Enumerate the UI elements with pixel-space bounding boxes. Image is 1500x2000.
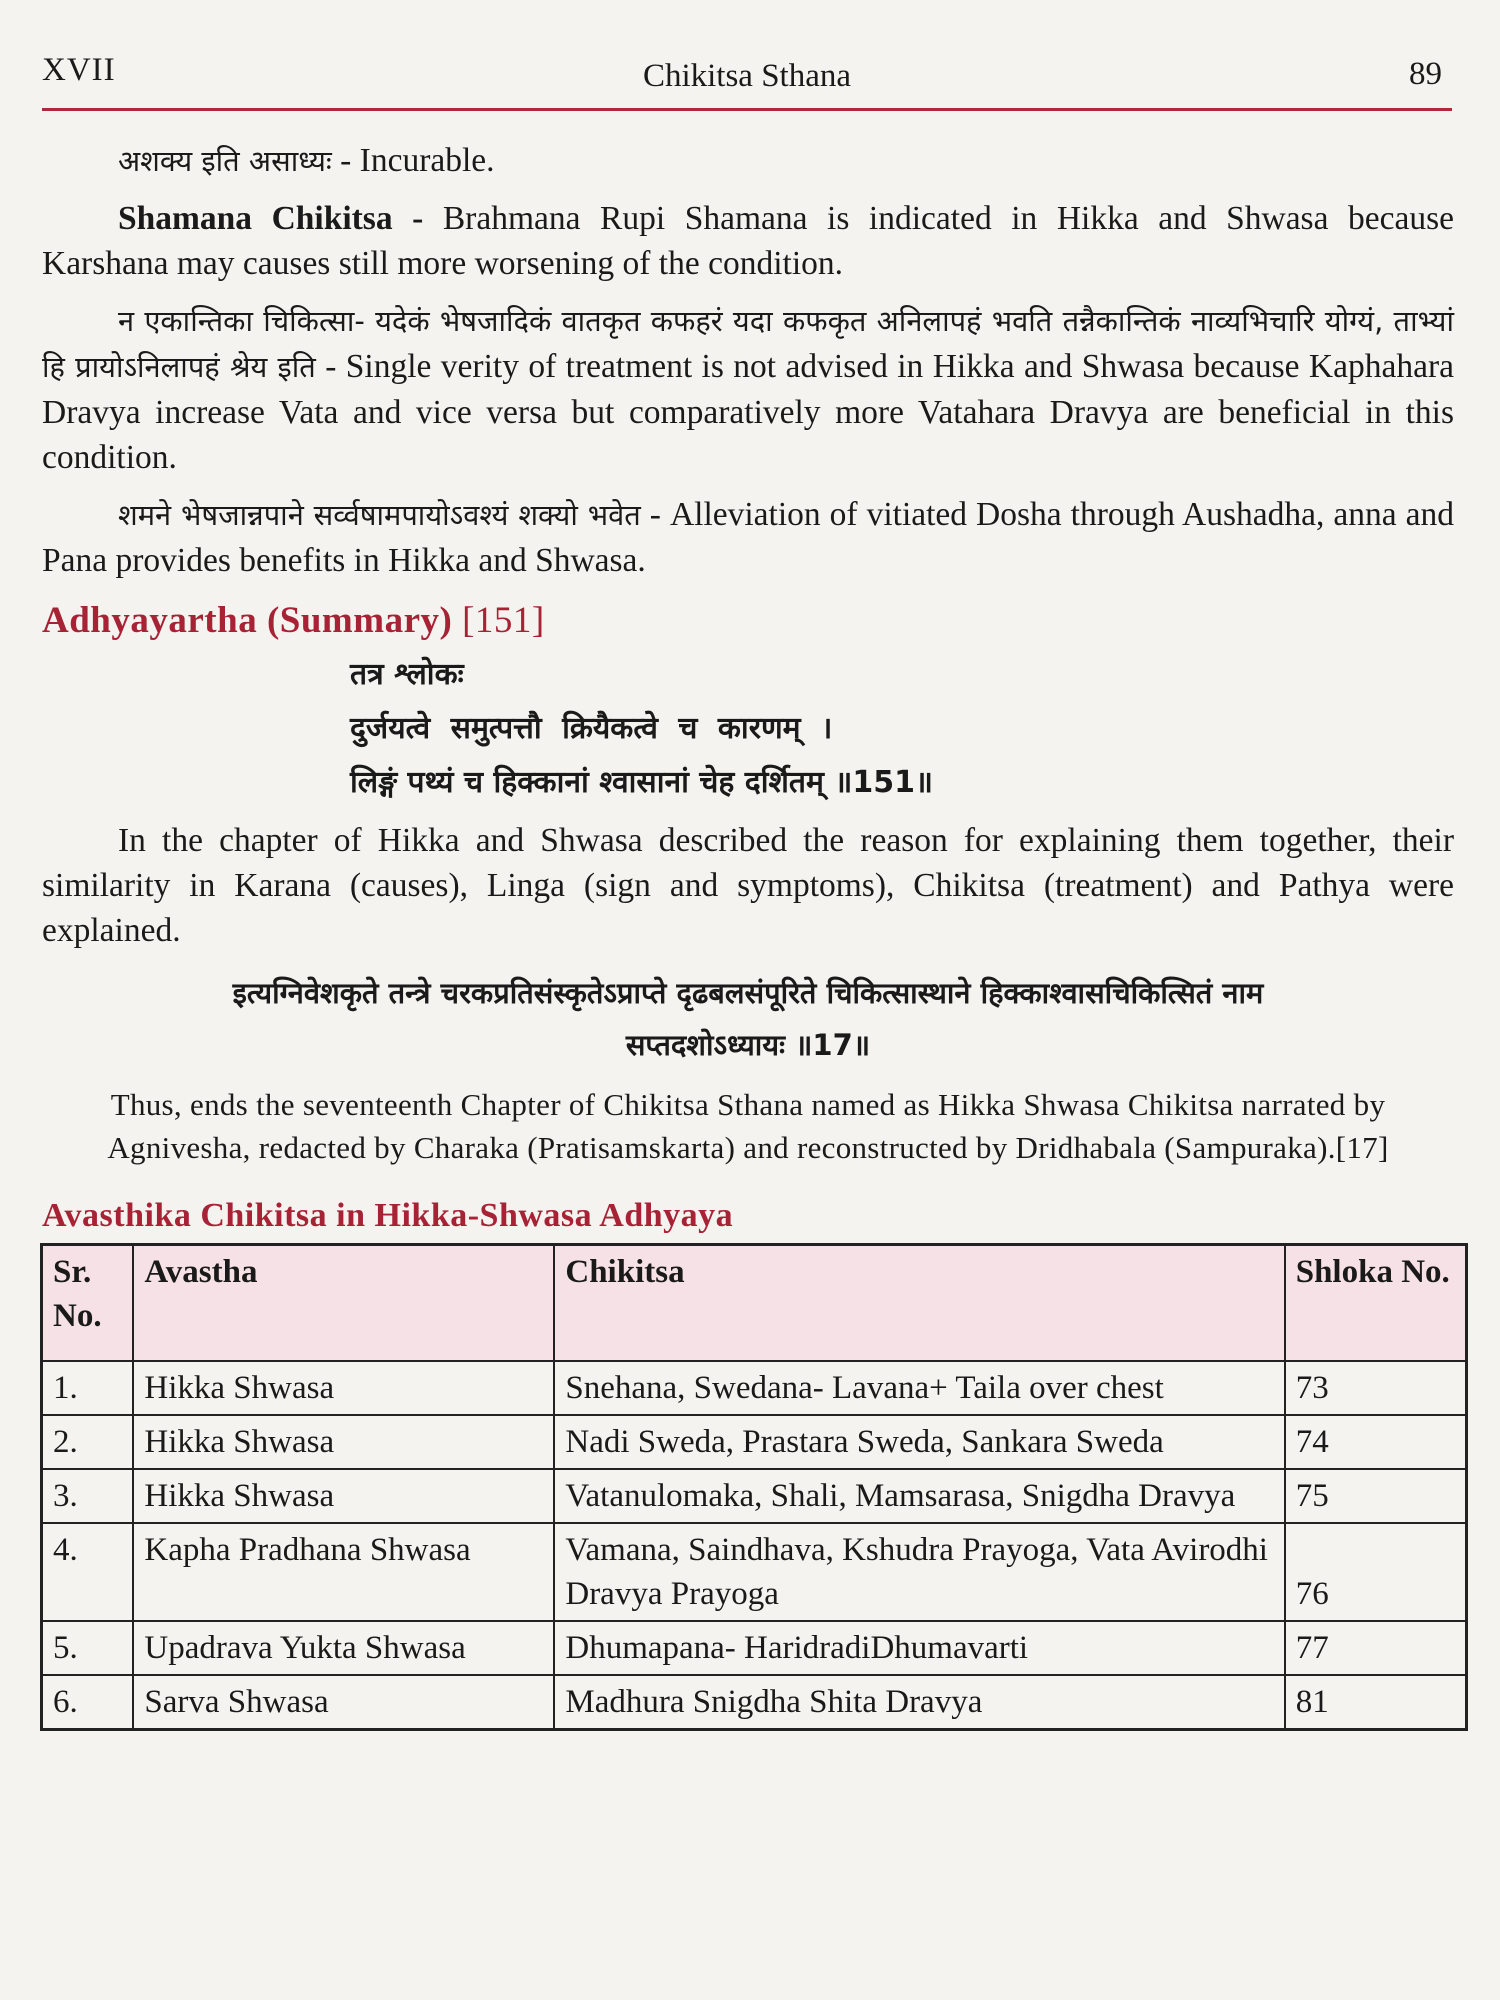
column-header-chikitsa: Chikitsa	[554, 1245, 1284, 1362]
table-row	[42, 1675, 1467, 1730]
summary-explanation: In the chapter of Hikka and Shwasa described the reason for explaining them together, their similarity in Karana (causes), Linga (sign and symptoms), Chikitsa (treatment) and Pathya were explained.	[42, 822, 1454, 949]
verse-intro: तत्र श्लोकः	[350, 657, 464, 692]
colophon-line-1: इत्यग्निवेशकृते तन्त्रे चरकप्रतिसंस्कृतेऽप्राप्ते दृढबलसंपूरिते चिकित्सास्थाने हिक्काश्वासचिकित्सितं नाम	[232, 976, 1264, 1010]
table-row	[42, 1361, 1467, 1415]
cell-shloka: 75	[1285, 1469, 1467, 1523]
cell-shloka: 73	[1285, 1361, 1467, 1415]
cell-sr: 3.	[42, 1469, 134, 1523]
table-row	[42, 1469, 1467, 1523]
english-text: - Incurable.	[331, 142, 495, 179]
cell-avastha: Hikka Shwasa	[133, 1415, 554, 1469]
sanskrit-text: अशक्य इति असाध्यः	[118, 144, 332, 178]
sanskrit-text: न एकान्तिका चिकित्सा- यदेकं भेषजादिकं वातकृत कफहरं यदा कफकृत अनिलापहं भवति तन्नैकान्तिकं नाव्यभिचारि योग्यं, ताभ्यां हि प्रायोऽनिलापहं श्रेय इति	[42, 304, 1454, 384]
paragraph-shamane	[42, 492, 1454, 583]
colophon-sanskrit	[42, 967, 1454, 1071]
table-row	[42, 1523, 1467, 1621]
cell-sr: 4.	[42, 1523, 134, 1621]
cell-avastha: Hikka Shwasa	[133, 1361, 554, 1415]
page-body	[42, 128, 1454, 1731]
table-title: Avasthika Chikitsa in Hikka-Shwasa Adhyaya	[42, 1197, 734, 1234]
shloka-verse	[350, 648, 1454, 810]
summary-heading	[42, 599, 1454, 642]
chapter-number: XVII	[42, 52, 116, 88]
table-row	[42, 1621, 1467, 1675]
cell-avastha: Sarva Shwasa	[133, 1675, 554, 1730]
table-row	[42, 1415, 1467, 1469]
cell-shloka: 76	[1285, 1523, 1467, 1621]
cell-chikitsa: Vatanulomaka, Shali, Mamsarasa, Snigdha Dravya	[554, 1469, 1284, 1523]
colophon-line-2: सप्तदशोऽध्यायः ॥17॥	[625, 1028, 871, 1062]
paragraph-ekantika	[42, 298, 1454, 480]
verse-line-2: लिङ्गं पथ्यं च हिक्कानां श्वासानां चेह दर्शितम् ॥151॥	[350, 765, 933, 800]
cell-chikitsa: Madhura Snigdha Shita Dravya	[554, 1675, 1284, 1730]
paragraph-asakya	[42, 138, 1454, 184]
cell-chikitsa: Snehana, Swedana- Lavana+ Taila over chest	[554, 1361, 1284, 1415]
table-header-row	[42, 1245, 1467, 1362]
english-text: - Alleviation of vitiated Dosha through Aushadha, anna and Pana provides benefits in Hikka and Shwasa.	[42, 496, 1454, 579]
avasthika-table	[40, 1243, 1468, 1731]
cell-avastha: Upadrava Yukta Shwasa	[133, 1621, 554, 1675]
verse-line-1: दुर्जयत्वे समुत्पत्तौ क्रियैकत्वे च कारणम् ।	[350, 711, 833, 746]
cell-chikitsa: Nadi Sweda, Prastara Sweda, Sankara Sweda	[554, 1415, 1284, 1469]
page-number: 89	[1409, 56, 1442, 92]
column-header-sr: Sr. No.	[42, 1245, 134, 1362]
summary-reference: [151]	[452, 600, 545, 641]
cell-sr: 1.	[42, 1361, 134, 1415]
cell-shloka: 81	[1285, 1675, 1467, 1730]
cell-chikitsa: Vamana, Saindhava, Kshudra Prayoga, Vata Avirodhi Dravya Prayoga	[554, 1523, 1284, 1621]
cell-shloka: 74	[1285, 1415, 1467, 1469]
cell-shloka: 77	[1285, 1621, 1467, 1675]
cell-sr: 5.	[42, 1621, 134, 1675]
column-header-shloka: Shloka No.	[1285, 1245, 1467, 1362]
english-text: Brahmana Rupi Shamana is indicated in Hikka and Shwasa because Karshana may causes still more worsening of the condition.	[42, 200, 1455, 282]
cell-sr: 2.	[42, 1415, 134, 1469]
cell-avastha: Hikka Shwasa	[133, 1469, 554, 1523]
page-header	[42, 48, 1452, 111]
sanskrit-text: शमने भेषजान्नपाने सर्व्वषामपायोऽवश्यं शक्यो भवेत	[118, 498, 641, 532]
paragraph-shamana	[42, 196, 1454, 286]
column-header-avastha: Avastha	[133, 1245, 554, 1362]
cell-sr: 6.	[42, 1675, 134, 1730]
colophon-english: Thus, ends the seventeenth Chapter of Chikitsa Sthana named as Hikka Shwasa Chikitsa narrated by Agnivesha, redacted by Charaka (Pratisamskarta) and reconstructed by Dridhabala (Sampuraka).[17]	[107, 1087, 1389, 1165]
english-text: - Single verity of treatment is not advised in Hikka and Shwasa because Kaphahara Dravya increase Vata and vice versa but comparatively more Vatahara Dravya are beneficial in this condition.	[42, 348, 1454, 476]
summary-heading-text: Adhyayartha (Summary)	[42, 600, 453, 641]
cell-chikitsa: Dhumapana- HaridradiDhumavarti	[554, 1621, 1284, 1675]
cell-avastha: Kapha Pradhana Shwasa	[133, 1523, 554, 1621]
term-heading: Shamana Chikitsa -	[118, 200, 424, 237]
running-title: Chikitsa Sthana	[642, 58, 852, 94]
